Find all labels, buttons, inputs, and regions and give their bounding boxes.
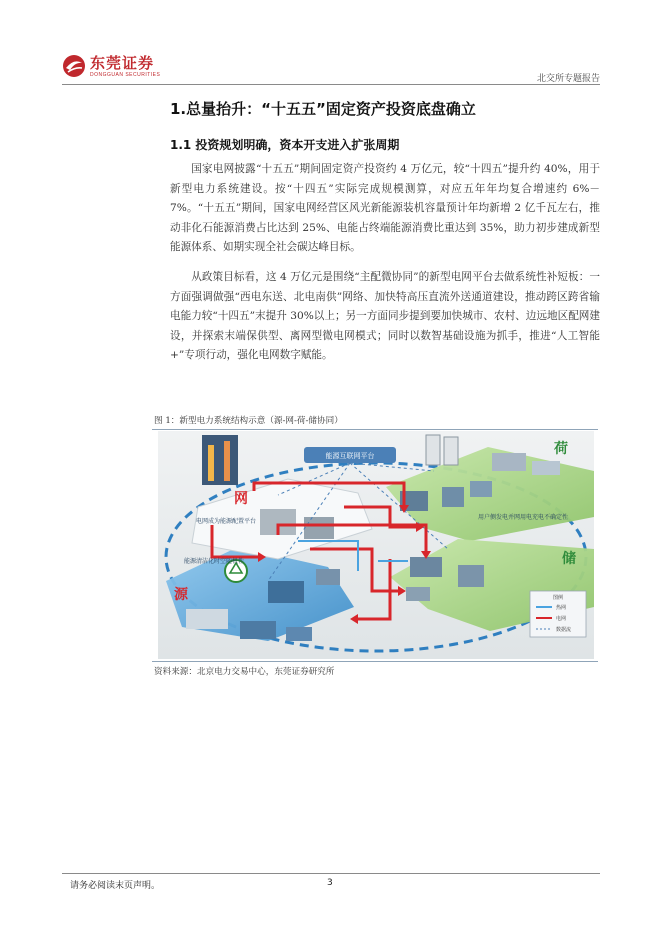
wind-farm-icon xyxy=(316,569,340,585)
load-uncertainty-text: 用户侧发电并网用电充电不确定性 xyxy=(478,514,569,521)
legend-item-power: 电网 xyxy=(556,616,567,622)
report-type-label: 北交所专题报告 xyxy=(536,74,600,84)
thermal-plant-icon xyxy=(186,609,228,629)
figure-top-rule xyxy=(152,429,598,430)
legend-item-data: 数据流 xyxy=(556,627,572,633)
figure-caption: 图 1：新型电力系统结构示意（源-网-荷-储协同） xyxy=(154,416,343,426)
power-system-diagram xyxy=(158,431,594,659)
storage-zone-label: 储 xyxy=(562,551,576,567)
server-rack-icon xyxy=(426,435,440,465)
page-header xyxy=(0,0,662,90)
platform-label: 能源互联网平台 xyxy=(325,452,375,460)
logo-english-name: DONGGUAN SECURITIES xyxy=(90,71,161,78)
battery-storage-icon xyxy=(410,557,442,577)
legend-item-heat: 热网 xyxy=(556,605,567,611)
city-light-icon xyxy=(224,441,230,481)
load-zone-label: 荷 xyxy=(554,441,568,457)
solar-farm-icon xyxy=(240,621,276,639)
figure-source: 资料来源：北京电力交易中心，东莞证券研究所 xyxy=(154,667,335,677)
source-zone-label: 源 xyxy=(174,587,188,603)
header-divider xyxy=(62,84,600,85)
subsection-heading: 1.1 投资规划明确，资本开支进入扩张周期 xyxy=(170,138,400,152)
hydro-plant-icon xyxy=(286,627,312,641)
vehicle-icon xyxy=(458,565,484,587)
city-light-icon xyxy=(208,445,214,481)
body-paragraph-1: 国家电网披露“十五五”期间固定资产投资约 4 万亿元，较“十四五”提升约 40%，用于新型电力系统建设。按“十四五”实际完成规模测算，对应五年年均复合增速约 6%－7%。“十五五”期间，国家电网经营区风光新能源装机容量预计年均新增 2 亿千瓦左右，推动非化石能源消费占比达到 25%、电能占终端能源消费比重达到 35%，助力初步建成新型能源体系、如期实现全社会碳达峰目标。 xyxy=(170,163,600,254)
legend-title: 图例 xyxy=(552,595,564,601)
diagram-legend xyxy=(530,591,586,637)
figure-bottom-rule xyxy=(152,661,598,662)
footer-disclaimer: 请务必阅读末页声明。 xyxy=(70,881,161,891)
footer-divider xyxy=(62,873,600,874)
source-randomness-text: 能源清洁化时空随机性 xyxy=(184,558,245,565)
city-building-icon xyxy=(202,435,238,485)
logo-mark-icon xyxy=(62,54,86,78)
substation-icon xyxy=(304,517,334,539)
logo-chinese-name: 东莞证券 xyxy=(90,53,155,72)
ev-charger-icon xyxy=(442,487,464,507)
factory-icon xyxy=(470,481,492,497)
grid-platform-text: 电网成为能源配置平台 xyxy=(196,518,257,525)
company-logo xyxy=(62,50,160,82)
building-icon xyxy=(492,453,526,471)
body-paragraph-2: 从政策目标看，这 4 万亿元是围绕“主配微协同”的新型电网平台去做系统性补短板：一方面强调做强“西电东送、北电南供”网络、加快特高压直流外送通道建设，推动跨区跨省输电能力较“十四五”末提升 30%以上；另一方面同步提到要加快城市、农村、边远地区配网建设，并探索末端保供型、离网型微电网模式；同时以数智基础设施为抓手，推进“人工智能+”专项行动，强化电网数字赋能。 xyxy=(170,271,600,362)
page-number: 3 xyxy=(327,878,333,888)
building-icon xyxy=(532,461,560,475)
server-rack-icon xyxy=(444,437,458,465)
power-plant-icon xyxy=(268,581,304,603)
storage-station-icon xyxy=(406,587,430,601)
grid-zone-label: 网 xyxy=(234,491,248,507)
section-heading: 1.总量抬升：“十五五”固定资产投资底盘确立 xyxy=(170,100,476,118)
